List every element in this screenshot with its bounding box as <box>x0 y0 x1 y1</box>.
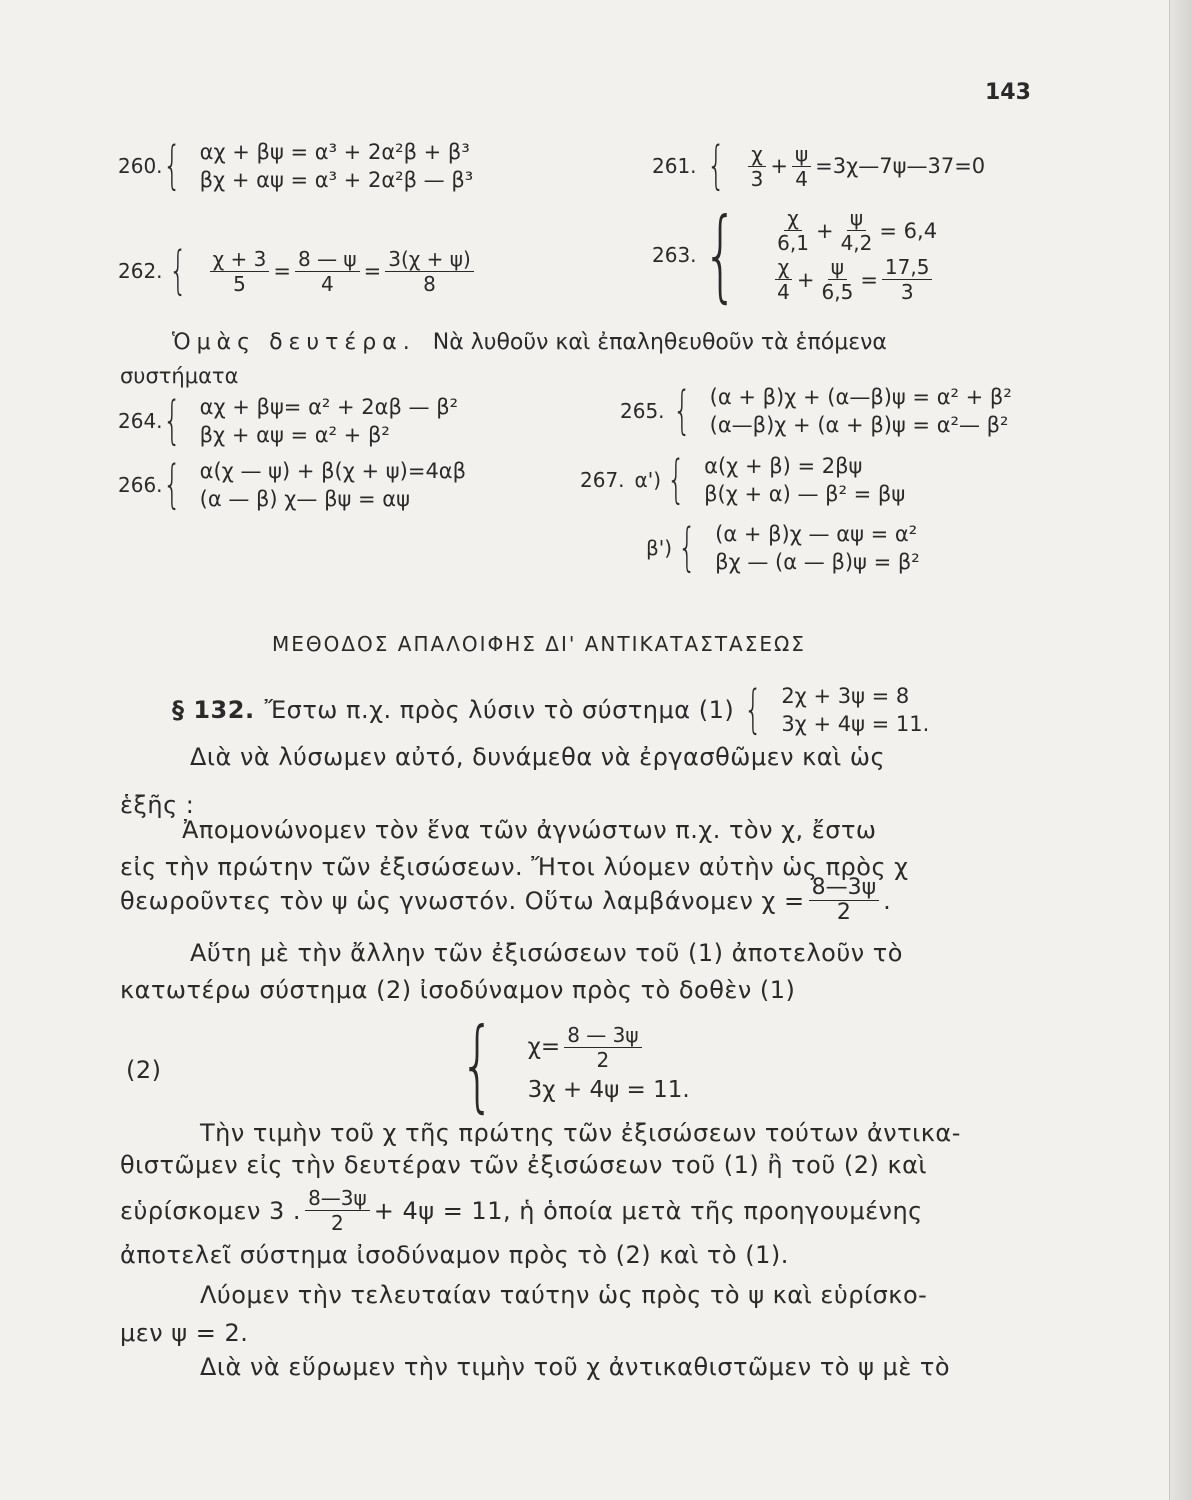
denominator: 2 <box>331 1211 344 1235</box>
para6-line1: Διὰ νὰ εὕρωμεν τὴν τιμὴν τοῦ χ ἀντικαθιστῶμεν τὸ ψ μὲ τὸ <box>200 1353 951 1381</box>
equation-rest: = 6,4 <box>879 218 938 243</box>
numerator: 8—3ψ <box>305 1186 370 1211</box>
para3-line1: Αὕτη μὲ τὴν ἄλλην τῶν ἐξισώσεων τοῦ (1) ἀποτελοῦν τὸ <box>190 939 903 967</box>
problem-263 <box>652 196 938 313</box>
problem-267b-label: β') <box>646 536 673 560</box>
brace-icon: { <box>678 518 697 578</box>
section-heading: ΜΕΘΟΔΟΣ ΑΠΑΛΟΙΦΗΣ ΔΙ' ΑΝΤΙΚΑΤΑΣΤΑΣΕΩΣ <box>272 632 806 656</box>
problem-261-label: 261. <box>652 154 697 178</box>
system2-label: (2) <box>126 1056 162 1084</box>
problem-267a-label: α') <box>634 468 662 492</box>
numerator: χ <box>748 142 766 167</box>
fraction <box>819 255 857 304</box>
section-132-intro <box>172 682 929 738</box>
fraction <box>385 247 474 296</box>
denominator: 6,5 <box>821 280 854 304</box>
numerator: χ <box>775 255 793 280</box>
problem-262 <box>118 241 478 301</box>
problem-267b <box>646 520 920 576</box>
para1-line1: Διὰ νὰ λύσωμεν αὐτό, δυνάμεθα νὰ ἐργασθῶμεν καὶ ὡς <box>190 743 886 771</box>
equation-rest: =3χ—7ψ—37=0 <box>815 154 986 178</box>
problem-266-line1: α(χ — ψ) + β(χ + ψ)=4αβ <box>199 459 467 483</box>
denominator: 4 <box>777 280 790 304</box>
denominator: 4 <box>795 166 808 191</box>
para4-line4: ἀποτελεῖ σύστημα ἰσοδύναμον πρὸς τὸ (2) καὶ τὸ (1). <box>120 1241 789 1269</box>
problem-265-line1: (α + β)χ + (α—β)ψ = α² + β² <box>709 385 1012 409</box>
brace-icon: { <box>168 241 187 301</box>
problem-267a-line1: α(χ + β) = 2βψ <box>704 454 863 478</box>
fraction <box>564 1023 641 1072</box>
numerator: χ + 3 <box>210 247 270 272</box>
page-edge <box>1169 0 1192 1500</box>
para4-line3-start: εὑρίσκομεν 3 . <box>120 1196 302 1225</box>
fraction <box>210 247 270 296</box>
fraction <box>774 255 793 304</box>
problem-260-line2: βχ + αψ = α³ + 2α²β — β³ <box>199 168 474 192</box>
problem-264-label: 264. <box>118 409 163 433</box>
problem-267-label: 267. <box>580 468 625 492</box>
system2-line2: 3χ + 4ψ = 11. <box>527 1076 690 1103</box>
para2-line1: Ἀπομονώνομεν τὸν ἕνα τῶν ἀγνώστων π.χ. τὸν χ, ἔστω <box>182 816 877 844</box>
brace-icon: { <box>706 136 725 196</box>
problem-261 <box>652 136 986 196</box>
problem-264 <box>118 393 458 449</box>
para3-line2: κατωτέρω σύστημα (2) ἰσοδύναμον πρὸς τὸ δοθὲν (1) <box>120 976 796 1004</box>
numerator: 8 — 3ψ <box>564 1023 641 1048</box>
denominator: 5 <box>233 271 246 296</box>
numerator: ψ <box>792 142 811 167</box>
para5-line1: Λύομεν τὴν τελευταίαν ταύτην ὡς πρὸς τὸ ψ καὶ εὑρίσκο- <box>200 1281 928 1309</box>
numerator: ψ <box>828 255 847 280</box>
plus-sign: + <box>815 218 834 243</box>
problem-265-label: 265. <box>620 399 665 423</box>
system1-line2: 3χ + 4ψ = 11. <box>781 712 930 736</box>
denominator: 4 <box>320 271 334 296</box>
problem-260 <box>118 138 473 194</box>
brace-icon: { <box>744 680 763 740</box>
section-intro-text: Ἔστω π.χ. πρὸς λύσιν τὸ σύστημα (1) <box>264 696 735 724</box>
denominator: 4,2 <box>840 231 873 255</box>
denominator: 2 <box>836 900 851 925</box>
problem-267b-line2: βχ — (α — β)ψ = β² <box>715 550 920 574</box>
denominator: 8 <box>423 271 436 296</box>
group2-title: Ὁμὰς δευτέρα. <box>172 330 416 355</box>
group2-text2: συστήματα <box>120 364 239 388</box>
group2-text: Νὰ λυθοῦν καὶ ἐπαληθευθοῦν τὰ ἑπόμενα <box>432 330 887 355</box>
brace-icon: { <box>162 136 181 196</box>
brace-icon: { <box>162 455 181 515</box>
fraction <box>838 206 876 255</box>
problem-264-line2: βχ + αψ = α² + β² <box>199 423 390 447</box>
problem-263-label: 263. <box>652 243 697 267</box>
system2 <box>460 1006 690 1123</box>
problem-267b-line1: (α + β)χ — αψ = α² <box>715 522 918 546</box>
denominator: 3 <box>750 166 764 191</box>
section-mark: § 132. <box>172 696 255 724</box>
fraction <box>792 142 811 191</box>
system2-lhs: χ= <box>527 1034 561 1060</box>
period: . <box>883 886 892 915</box>
para2-line3 <box>120 876 891 925</box>
problem-266 <box>118 457 466 513</box>
para4-line3 <box>120 1186 923 1235</box>
fraction <box>748 142 767 191</box>
problem-265-line2: (α—β)χ + (α + β)ψ = α²— β² <box>709 413 1009 437</box>
problem-267a-line2: β(χ + α) — β² = βψ <box>704 482 906 506</box>
problem-260-label: 260. <box>118 154 163 178</box>
fraction <box>305 1186 370 1235</box>
para4-line3-end: + 4ψ = 11, ἡ ὁποία μετὰ τῆς προηγουμένης <box>373 1196 923 1225</box>
numerator: 3(χ + ψ) <box>385 247 474 272</box>
group2-header <box>172 330 887 355</box>
problem-262-label: 262. <box>118 259 163 283</box>
para2-line2: εἰς τὴν πρώτην τῶν ἐξισώσεων. Ἤτοι λύομεν αὐτὴν ὡς πρὸς χ <box>120 853 909 881</box>
brace-icon: { <box>667 450 686 510</box>
plus-sign: + <box>770 154 788 178</box>
denominator: 6,1 <box>777 231 809 255</box>
brace-icon: { <box>460 1006 495 1123</box>
numerator: 17,5 <box>882 255 933 280</box>
brace-icon: { <box>672 381 691 441</box>
numerator: 8—3ψ <box>809 876 880 901</box>
page-number: 143 <box>985 80 1031 105</box>
fraction <box>295 247 360 296</box>
fraction <box>882 255 933 304</box>
para5-line2: μεν ψ = 2. <box>120 1319 249 1347</box>
numerator: χ <box>784 206 802 231</box>
fraction <box>774 206 812 255</box>
problem-266-line2: (α — β) χ— βψ = αψ <box>199 487 410 511</box>
denominator: 3 <box>900 280 914 304</box>
problem-264-line1: αχ + βψ= α² + 2αβ — β² <box>199 395 459 419</box>
fraction <box>809 876 880 925</box>
para2-line3-text: θεωροῦντες τὸν ψ ὡς γνωστόν. Οὕτω λαμβάνομεν χ = <box>120 886 805 915</box>
plus-sign: + <box>796 267 815 292</box>
brace-icon: { <box>162 391 181 451</box>
problem-265 <box>620 383 1012 439</box>
problem-267a <box>580 452 905 508</box>
para4-line1: Τὴν τιμὴν τοῦ χ τῆς πρώτης τῶν ἐξισώσεων τούτων ἀντικα- <box>200 1119 961 1147</box>
para1-line2: ἑξῆς : <box>120 791 195 819</box>
problem-260-line1: αχ + βψ = α³ + 2α²β + β³ <box>199 140 470 164</box>
equals-sign: = <box>860 267 878 292</box>
para4-line2: θιστῶμεν εἰς τὴν δευτέραν τῶν ἐξισώσεων τοῦ (1) ἢ τοῦ (2) καὶ <box>120 1151 928 1179</box>
denominator: 2 <box>596 1047 610 1072</box>
system1-line1: 2χ + 3ψ = 8 <box>781 684 910 708</box>
equals-sign: = <box>273 259 291 283</box>
problem-266-label: 266. <box>118 473 163 497</box>
brace-icon: { <box>702 196 738 313</box>
numerator: ψ <box>847 206 866 231</box>
numerator: 8 — ψ <box>295 247 360 272</box>
equals-sign: = <box>363 259 382 283</box>
